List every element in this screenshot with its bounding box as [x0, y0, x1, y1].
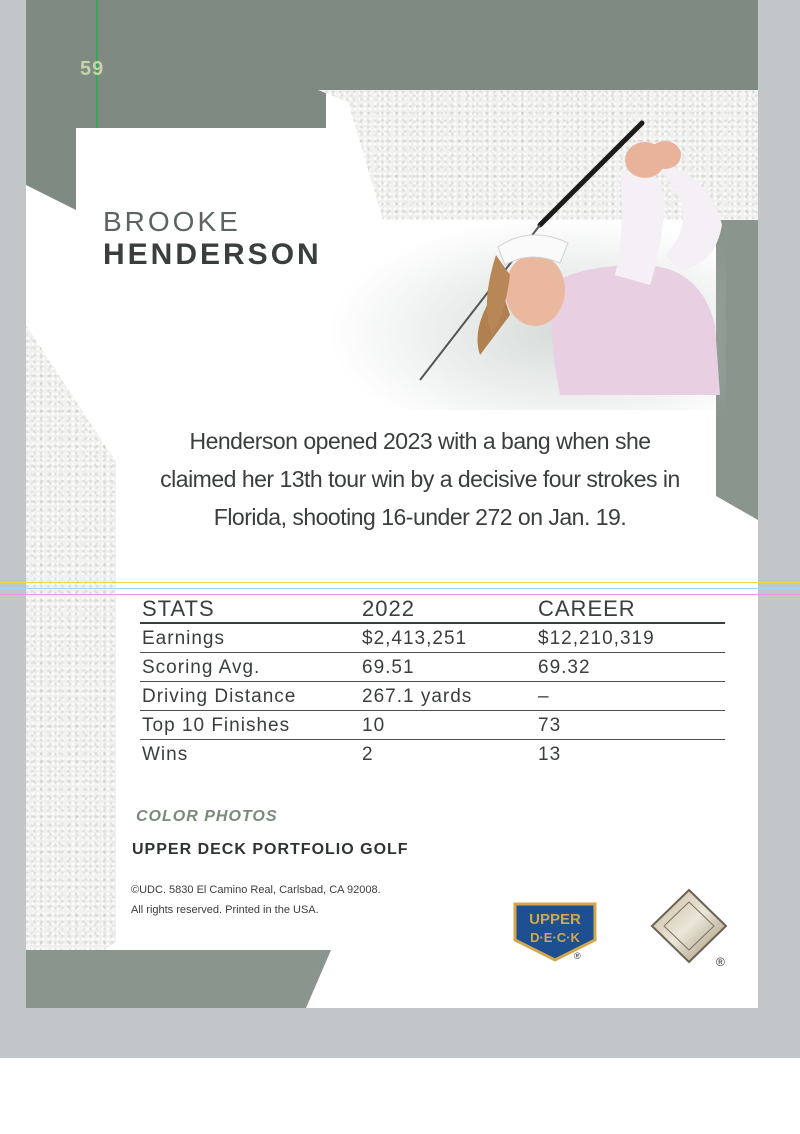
- stat-season: $2,413,251: [362, 628, 468, 649]
- table-row: [140, 624, 725, 653]
- registered-mark: ®: [574, 951, 581, 961]
- logo-bottom-text: D·E·C·K: [530, 930, 580, 945]
- hologram-icon: [650, 888, 728, 964]
- color-photos-label: COLOR PHOTOS: [136, 808, 278, 825]
- stat-season: 10: [362, 715, 386, 736]
- logo-top-text: UPPER: [529, 911, 581, 928]
- stat-career: 69.32: [538, 657, 591, 678]
- table-row: [140, 740, 725, 768]
- scan-line: [0, 582, 800, 583]
- stats-table: [140, 594, 725, 768]
- legal-line: ©UDC. 5830 El Camino Real, Carlsbad, CA 92008.: [131, 884, 381, 896]
- stat-label: Scoring Avg.: [142, 657, 261, 678]
- table-row: [140, 682, 725, 711]
- stats-header-row: [140, 594, 725, 624]
- product-name: UPPER DECK PORTFOLIO GOLF: [132, 841, 409, 858]
- card-number: 59: [80, 58, 105, 80]
- legal-text: [131, 880, 381, 920]
- stat-season: 267.1 yards: [362, 686, 473, 707]
- player-first-name: BROOKE: [103, 206, 241, 237]
- stats-header-label: STATS: [142, 596, 215, 621]
- table-row: [140, 653, 725, 682]
- stat-season: 2: [362, 744, 374, 765]
- golfer-photo-icon: [410, 115, 730, 395]
- stat-label: Top 10 Finishes: [142, 715, 291, 736]
- stat-label: Earnings: [142, 628, 225, 649]
- stat-season: 69.51: [362, 657, 415, 678]
- upper-deck-logo-icon: [511, 900, 599, 962]
- scan-line: [0, 588, 800, 589]
- stat-career: $12,210,319: [538, 628, 655, 649]
- table-row: [140, 711, 725, 740]
- player-last-name: HENDERSON: [103, 238, 322, 271]
- stat-career: –: [538, 686, 550, 707]
- stat-label: Driving Distance: [142, 686, 297, 707]
- player-bio: Henderson opened 2023 with a bang when she claimed her 13th tour win by a decisive four strokes in Florida, shooting 16-under 272 on Jan. 19.: [160, 428, 680, 530]
- stat-label: Wins: [142, 744, 189, 765]
- legal-line: All rights reserved. Printed in the USA.: [131, 904, 319, 916]
- stats-header-career: CAREER: [538, 596, 636, 621]
- stat-career: 13: [538, 744, 562, 765]
- stats-header-season: 2022: [362, 596, 415, 621]
- stat-career: 73: [538, 715, 562, 736]
- registered-mark: ®: [716, 955, 725, 969]
